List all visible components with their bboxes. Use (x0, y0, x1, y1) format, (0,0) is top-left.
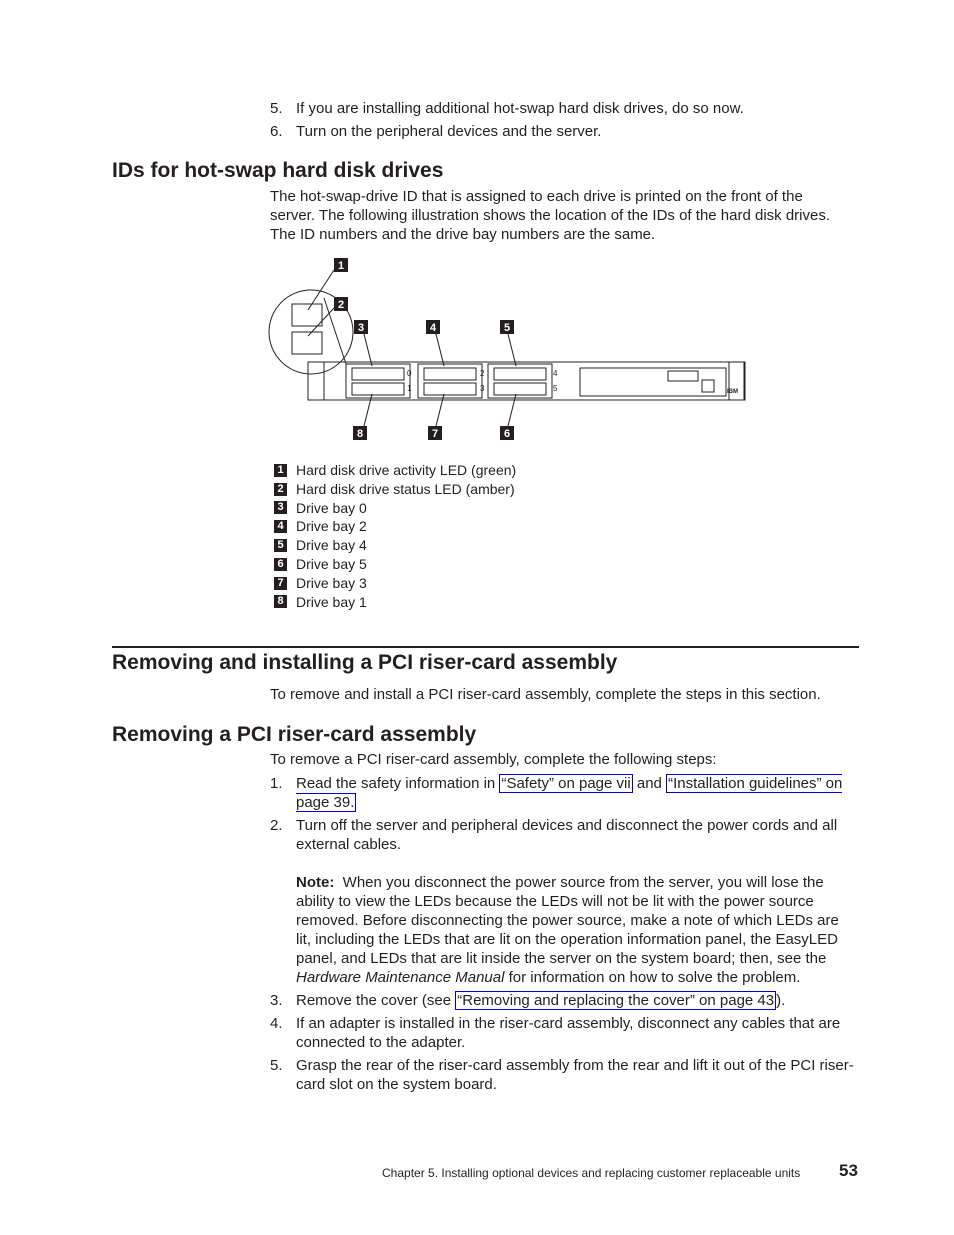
figure-legend (274, 461, 516, 611)
ibm-logo: IBM (727, 389, 738, 395)
svg-text:7: 7 (431, 428, 439, 440)
list-item: 3. Remove the cover (see “Removing and replacing the cover” on page 43 ). (270, 992, 786, 1009)
server-front-illustration (268, 252, 750, 444)
legend-item: 6 Drive bay 5 (274, 555, 516, 574)
svg-text:5: 5 (503, 322, 511, 334)
list-item: 5. If you are installing additional hot-swap hard disk drives, do so now. (270, 100, 744, 117)
svg-text:5: 5 (553, 384, 558, 393)
svg-text:6: 6 (503, 428, 511, 440)
list-item: 5. Grasp the rear of the riser-card assembly from the rear and lift it out of the PCI riser-card slot on the system board. (270, 1057, 854, 1093)
legend-item: 3 Drive bay 0 (274, 499, 516, 518)
legend-item: 7 Drive bay 3 (274, 574, 516, 593)
svg-text:1: 1 (407, 384, 412, 393)
svg-text:0: 0 (407, 369, 412, 378)
svg-text:3: 3 (357, 322, 365, 334)
note: Note: When you disconnect the power source from the server, you will lose the ability to view the LEDs because the LEDs will not be lit with the power source removed. Before disconnecting the power source, make a note of which LEDs are lit, including the LEDs that are lit on the operation information panel, the EasyLED panel, and LEDs that are lit inside the server on the system board; then, see the Hardware Maintenance Manual for information on how to solve the problem. (296, 874, 839, 986)
svg-text:4: 4 (429, 322, 437, 334)
remove-cover-link[interactable]: “Removing and replacing the cover” on page 43 (457, 992, 775, 1009)
footer-chapter: Chapter 5. Installing optional devices and replacing customer replaceable units (382, 1166, 801, 1180)
top-steps (270, 99, 860, 141)
riser-intro: To remove and install a PCI riser-card assembly, complete the steps in this section. (270, 686, 821, 703)
page-number: 53 (839, 1161, 858, 1180)
legend-item: 1 Hard disk drive activity LED (green) (274, 461, 516, 480)
ids-heading: IDs for hot-swap hard disk drives (112, 159, 444, 182)
installation-guidelines-link[interactable]: “Installation guidelines” on page 39. (296, 775, 843, 811)
riser-heading: Removing and installing a PCI riser-card assembly (112, 651, 618, 674)
removing-heading: Removing a PCI riser-card assembly (112, 723, 477, 746)
legend-item: 2 Hard disk drive status LED (amber) (274, 480, 516, 499)
ids-paragraph: The hot-swap-drive ID that is assigned to each drive is printed on the front of the server. The following illustration shows the location of the IDs of the hard disk drives. The ID numbers and the drive bay numbers are the same. (270, 188, 831, 243)
list-item: 4. If an adapter is installed in the riser-card assembly, disconnect any cables that are connected to the adapter. (270, 1015, 841, 1051)
svg-text:2: 2 (337, 299, 345, 311)
svg-text:1: 1 (337, 260, 345, 272)
list-item: 1. Read the safety information in “Safety” on page vii and “Installation guidelines” on page 39. (270, 775, 843, 811)
removing-intro: To remove a PCI riser-card assembly, complete the following steps: (270, 751, 717, 768)
list-item: 2. Turn off the server and peripheral devices and disconnect the power cords and all external cables. Note: When you disconnect the power source from the server, you will lose the ability to view the LEDs because the LEDs will not be lit with the power source removed. Before disconnecting the power source, make a note of which LEDs are lit, including the LEDs that are lit on the operation information panel, the EasyLED panel, and LEDs that are lit inside the server on the system board; then, see the Hardware Maintenance Manual for information on how to solve the problem. (270, 816, 856, 987)
svg-text:8: 8 (356, 428, 364, 440)
svg-text:3: 3 (480, 384, 485, 393)
removing-steps (270, 774, 856, 1094)
list-item: 6. Turn on the peripheral devices and the server. (270, 123, 602, 140)
safety-link[interactable]: “Safety” on page vii (501, 775, 631, 792)
legend-item: 8 Drive bay 1 (274, 593, 516, 612)
section-divider (112, 646, 859, 648)
svg-text:2: 2 (480, 369, 485, 378)
svg-text:4: 4 (553, 369, 558, 378)
legend-item: 4 Drive bay 2 (274, 517, 516, 536)
legend-item: 5 Drive bay 4 (274, 536, 516, 555)
